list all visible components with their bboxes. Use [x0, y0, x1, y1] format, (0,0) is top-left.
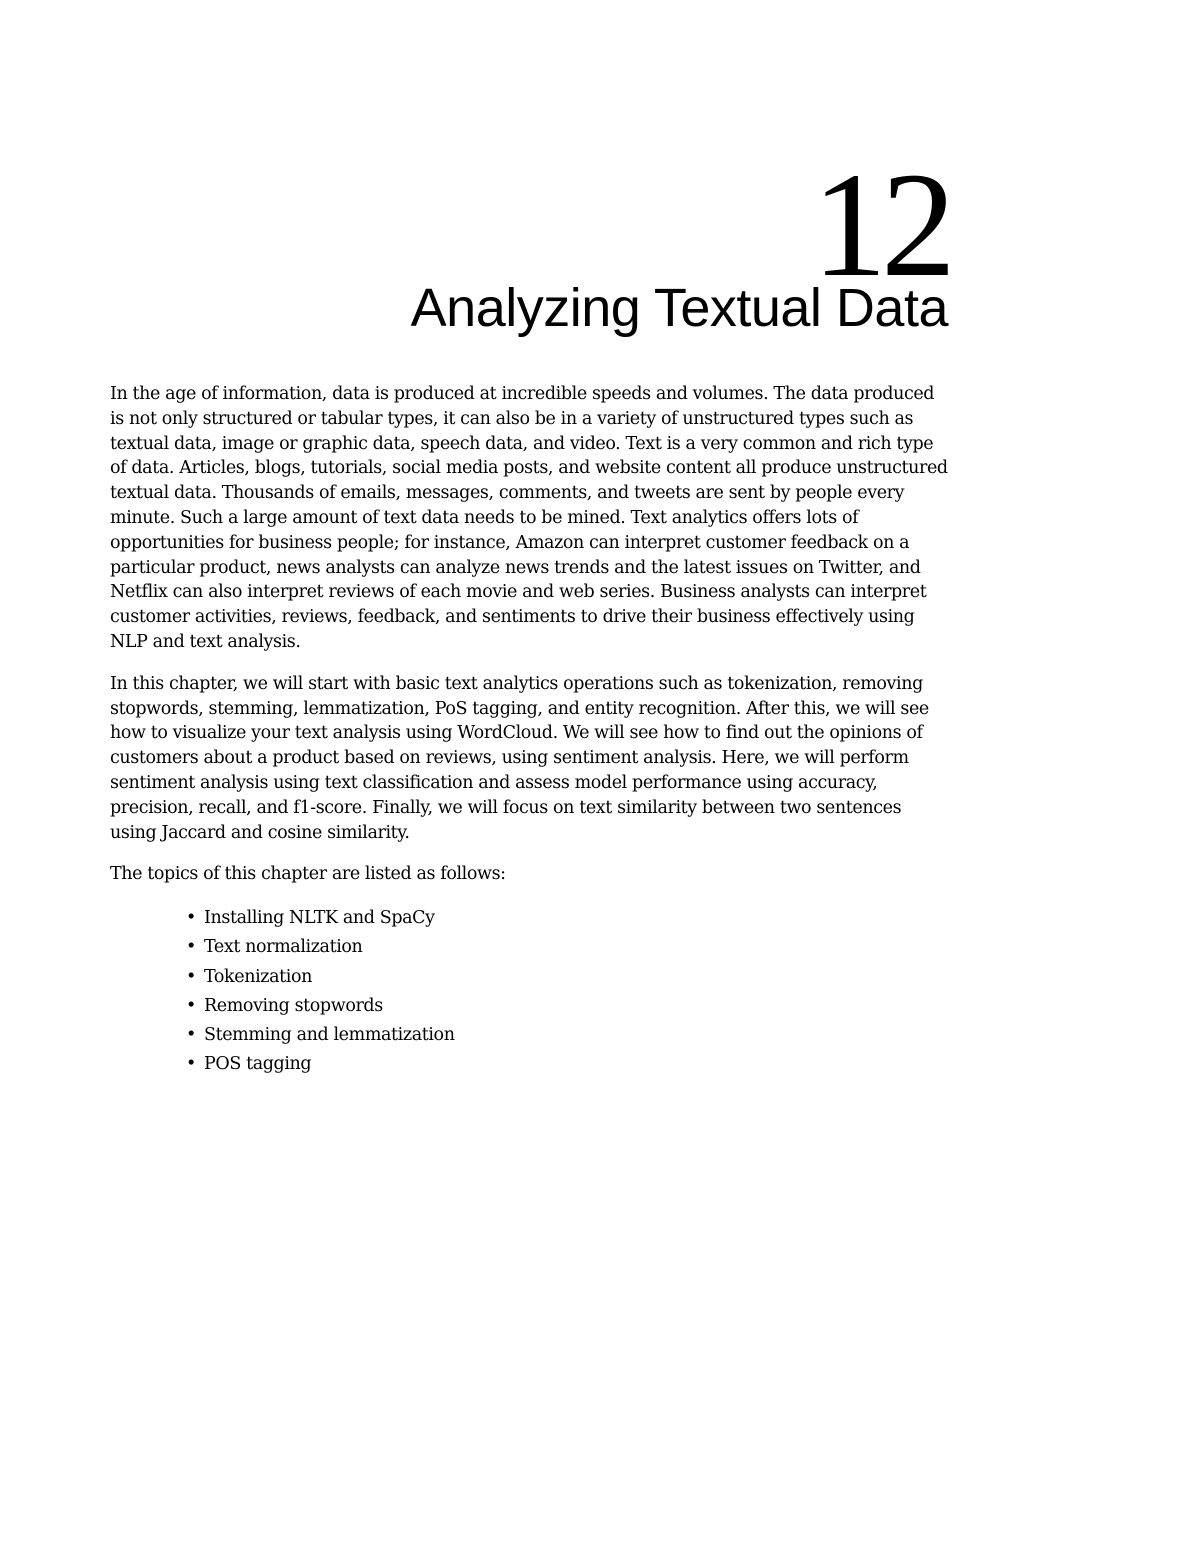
bullet-icon: •: [186, 937, 196, 958]
topic-label: Stemming and lemmatization: [204, 1024, 455, 1045]
topic-label: Removing stopwords: [204, 995, 383, 1016]
chapter-number: 12: [812, 142, 950, 308]
chapter-title: Analyzing Textual Data: [410, 278, 948, 338]
list-item: [182, 933, 950, 962]
intro-paragraph: In the age of information, data is produced at incredible speeds and volumes. The data produced is not only structured or tabular types, it can also be in a variety of unstructured types such as textual data, image or graphic data, speech data, and video. Text is a very common and rich type of data. Articles, blogs, tutorials, social media posts, and website content all produce unstructured textual data. Thousands of emails, messages, comments, and tweets are sent by people every minute. Such a large amount of text data needs to be mined. Text analytics offers lots of opportunities for business people; for instance, Amazon can interpret customer feedback on a particular product, news analysts can analyze news trends and the latest issues on Twitter, and Netflix can also interpret reviews of each movie and web series. Business analysts can interpret customer activities, reviews, feedback, and sentiments to drive their business effectively using NLP and text analysis.: [110, 384, 948, 652]
topics-list: [182, 904, 950, 1079]
topic-label: Tokenization: [204, 966, 312, 987]
bullet-icon: •: [186, 995, 196, 1016]
topic-label: Text normalization: [204, 937, 363, 958]
topic-label: Installing NLTK and SpaCy: [204, 908, 435, 929]
bullet-icon: •: [186, 908, 196, 929]
chapter-overview-paragraph: In this chapter, we will start with basic text analytics operations such as tokenization, removing stopwords, stemming, lemmatization, PoS tagging, and entity recognition. After this, we will see how to visualize your text analysis using WordCloud. We will see how to find out the opinions of customers about a product based on reviews, using sentiment analysis. Here, we will perform sentiment analysis using text classification and assess model performance using accuracy, precision, recall, and f1-score. Finally, we will focus on text similarity between two sentences using Jaccard and cosine similarity.: [110, 673, 929, 843]
topic-label: POS tagging: [204, 1054, 312, 1075]
chapter-body: [110, 382, 950, 1079]
list-item: [182, 904, 950, 933]
topics-intro-paragraph: The topics of this chapter are listed as follows:: [110, 864, 506, 885]
list-item: [182, 1021, 950, 1050]
list-item: [182, 963, 950, 992]
list-item: [182, 992, 950, 1021]
list-item: [182, 1050, 950, 1079]
bullet-icon: •: [186, 966, 196, 987]
bullet-icon: •: [186, 1024, 196, 1045]
bullet-icon: •: [186, 1054, 196, 1075]
